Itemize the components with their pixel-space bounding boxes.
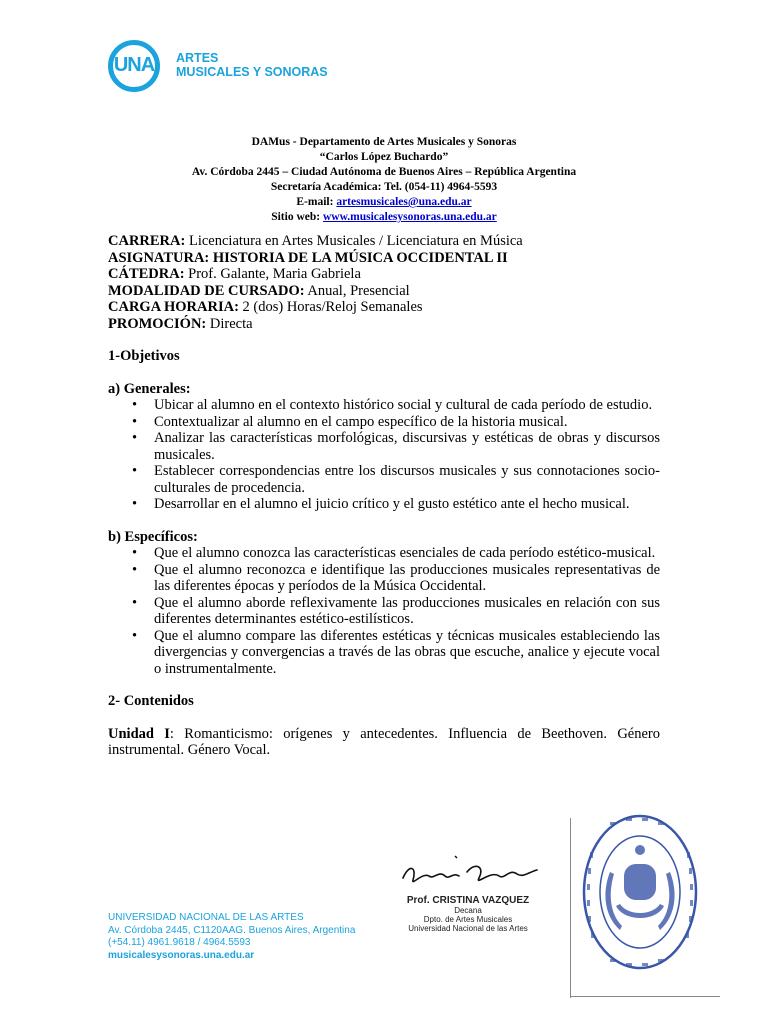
- signatory-name: Prof. CRISTINA VAZQUEZ: [406, 895, 530, 906]
- website-link[interactable]: www.musicalesysonoras.una.edu.ar: [322, 211, 497, 223]
- list-item: • Ubicar al alumno en el contexto histórico social y cultural de cada período de estudio.: [108, 397, 660, 414]
- meta-modalidad: [108, 283, 660, 300]
- list-item: • Contextualizar al alumno en el campo específico de la historia musical.: [108, 414, 660, 431]
- section-contenidos-title: 2- Contenidos: [108, 693, 194, 709]
- header-email-label: E-mail:: [296, 196, 337, 208]
- meta-asignatura: [108, 250, 660, 267]
- unidad-paragraph: [108, 726, 660, 759]
- document-body: [108, 233, 660, 759]
- modalidad-value: Anual, Presencial: [304, 282, 410, 299]
- handwritten-signature: [395, 850, 545, 900]
- list-item: • Establecer correspondencias entre los discursos musicales y sus connotaciones socio-culturales de procedencia.: [108, 463, 660, 496]
- especificos-list: [108, 545, 660, 677]
- header-department: DAMus - Departamento de Artes Musicales y Sonoras: [251, 136, 517, 148]
- meta-carga: [108, 299, 660, 316]
- una-logo-mark: [108, 40, 160, 92]
- section-objetivos-title: 1-Objetivos: [108, 348, 180, 364]
- footer-address: Av. Córdoba 2445, C1120AAG. Buenos Aires, Argentina: [108, 924, 356, 936]
- header-address: Av. Córdoba 2445 – Ciudad Autónoma de Buenos Aires – República Argentina: [191, 166, 577, 178]
- logo-line2: MUSICALES Y SONORAS: [176, 64, 328, 79]
- list-item: • Que el alumno conozca las características esenciales de cada período estético-musical.: [108, 545, 660, 562]
- unidad-text: : Romanticismo: orígenes y antecedentes. Influencia de Beethoven. Género instrumental. Género Vocal.: [108, 725, 660, 758]
- official-seal-stamp: [580, 812, 700, 972]
- list-item: • Que el alumno reconozca e identifique las producciones musicales representativas de las diferentes épocas y períodos de la Música Occidental.: [108, 562, 660, 595]
- footer-university: UNIVERSIDAD NACIONAL DE LAS ARTES: [108, 912, 304, 923]
- asignatura-value: HISTORIA DE LA MÚSICA OCCIDENTAL II: [209, 249, 508, 266]
- signatory-department: Dpto. de Artes Musicales: [423, 915, 513, 924]
- modalidad-label: MODALIDAD DE CURSADO:: [108, 282, 305, 299]
- footer-phone: (+54.11) 4961.9618 / 4964.5593: [108, 937, 251, 949]
- header-web-label: Sitio web:: [271, 211, 323, 223]
- header-web-row: [0, 210, 768, 225]
- logo-wordmark: [176, 52, 328, 79]
- university-footer: [108, 912, 355, 962]
- stamp-frame-bottom: [570, 996, 720, 997]
- carrera-label: CARRERA:: [108, 233, 186, 249]
- generales-list: [108, 397, 660, 513]
- logo-line1: ARTES: [176, 51, 219, 65]
- footer-website-link[interactable]: musicalesysonoras.una.edu.ar: [108, 949, 255, 961]
- unidad-label: Unidad I: [108, 725, 170, 742]
- carrera-value: Licenciatura en Artes Musicales / Licenciatura en Música: [185, 233, 523, 249]
- carga-value: 2 (dos) Horas/Reloj Semanales: [238, 299, 423, 315]
- generales-title: a) Generales:: [108, 380, 191, 397]
- meta-carrera: [108, 233, 660, 250]
- signatory-university: Universidad Nacional de las Artes: [408, 924, 528, 933]
- list-item: • Desarrollar en el alumno el juicio crítico y el gusto estético ante el hecho musical.: [108, 496, 660, 513]
- catedra-value: Prof. Galante, Maria Gabriela: [184, 266, 361, 282]
- carga-label: CARGA HORARIA:: [108, 299, 239, 315]
- signatory-role: Decana: [454, 906, 482, 915]
- meta-promocion: [108, 316, 660, 333]
- stamp-frame-left: [570, 818, 571, 998]
- signature-block: [398, 895, 538, 933]
- logo-mark-text: UNA: [113, 54, 155, 76]
- header-phone: Secretaría Académica: Tel. (054-11) 4964-5593: [270, 181, 498, 193]
- asignatura-label: ASIGNATURA:: [108, 249, 210, 266]
- department-header: [0, 135, 768, 225]
- email-link[interactable]: artesmusicales@una.edu.ar: [336, 196, 472, 208]
- course-meta: [108, 233, 660, 332]
- header-name: “Carlos López Buchardo”: [319, 151, 449, 163]
- header-email-row: [0, 195, 768, 210]
- catedra-label: CÁTEDRA:: [108, 266, 185, 282]
- list-item: • Que el alumno compare las diferentes estéticas y técnicas musicales estableciendo las divergencias y convergencias a través de las obras que escuche, analice y ejecute vocal o instrumentalmente.: [108, 628, 660, 678]
- especificos-title: b) Específicos:: [108, 528, 198, 545]
- promocion-label: PROMOCIÓN:: [108, 315, 207, 332]
- list-item: • Analizar las características morfológicas, discursivas y estéticas de obras y discursos musicales.: [108, 430, 660, 463]
- una-logo: [108, 40, 348, 102]
- meta-catedra: [108, 266, 660, 283]
- list-item: • Que el alumno aborde reflexivamente las producciones musicales en relación con sus diferentes determinantes estético-estilísticos.: [108, 595, 660, 628]
- promocion-value: Directa: [206, 315, 253, 332]
